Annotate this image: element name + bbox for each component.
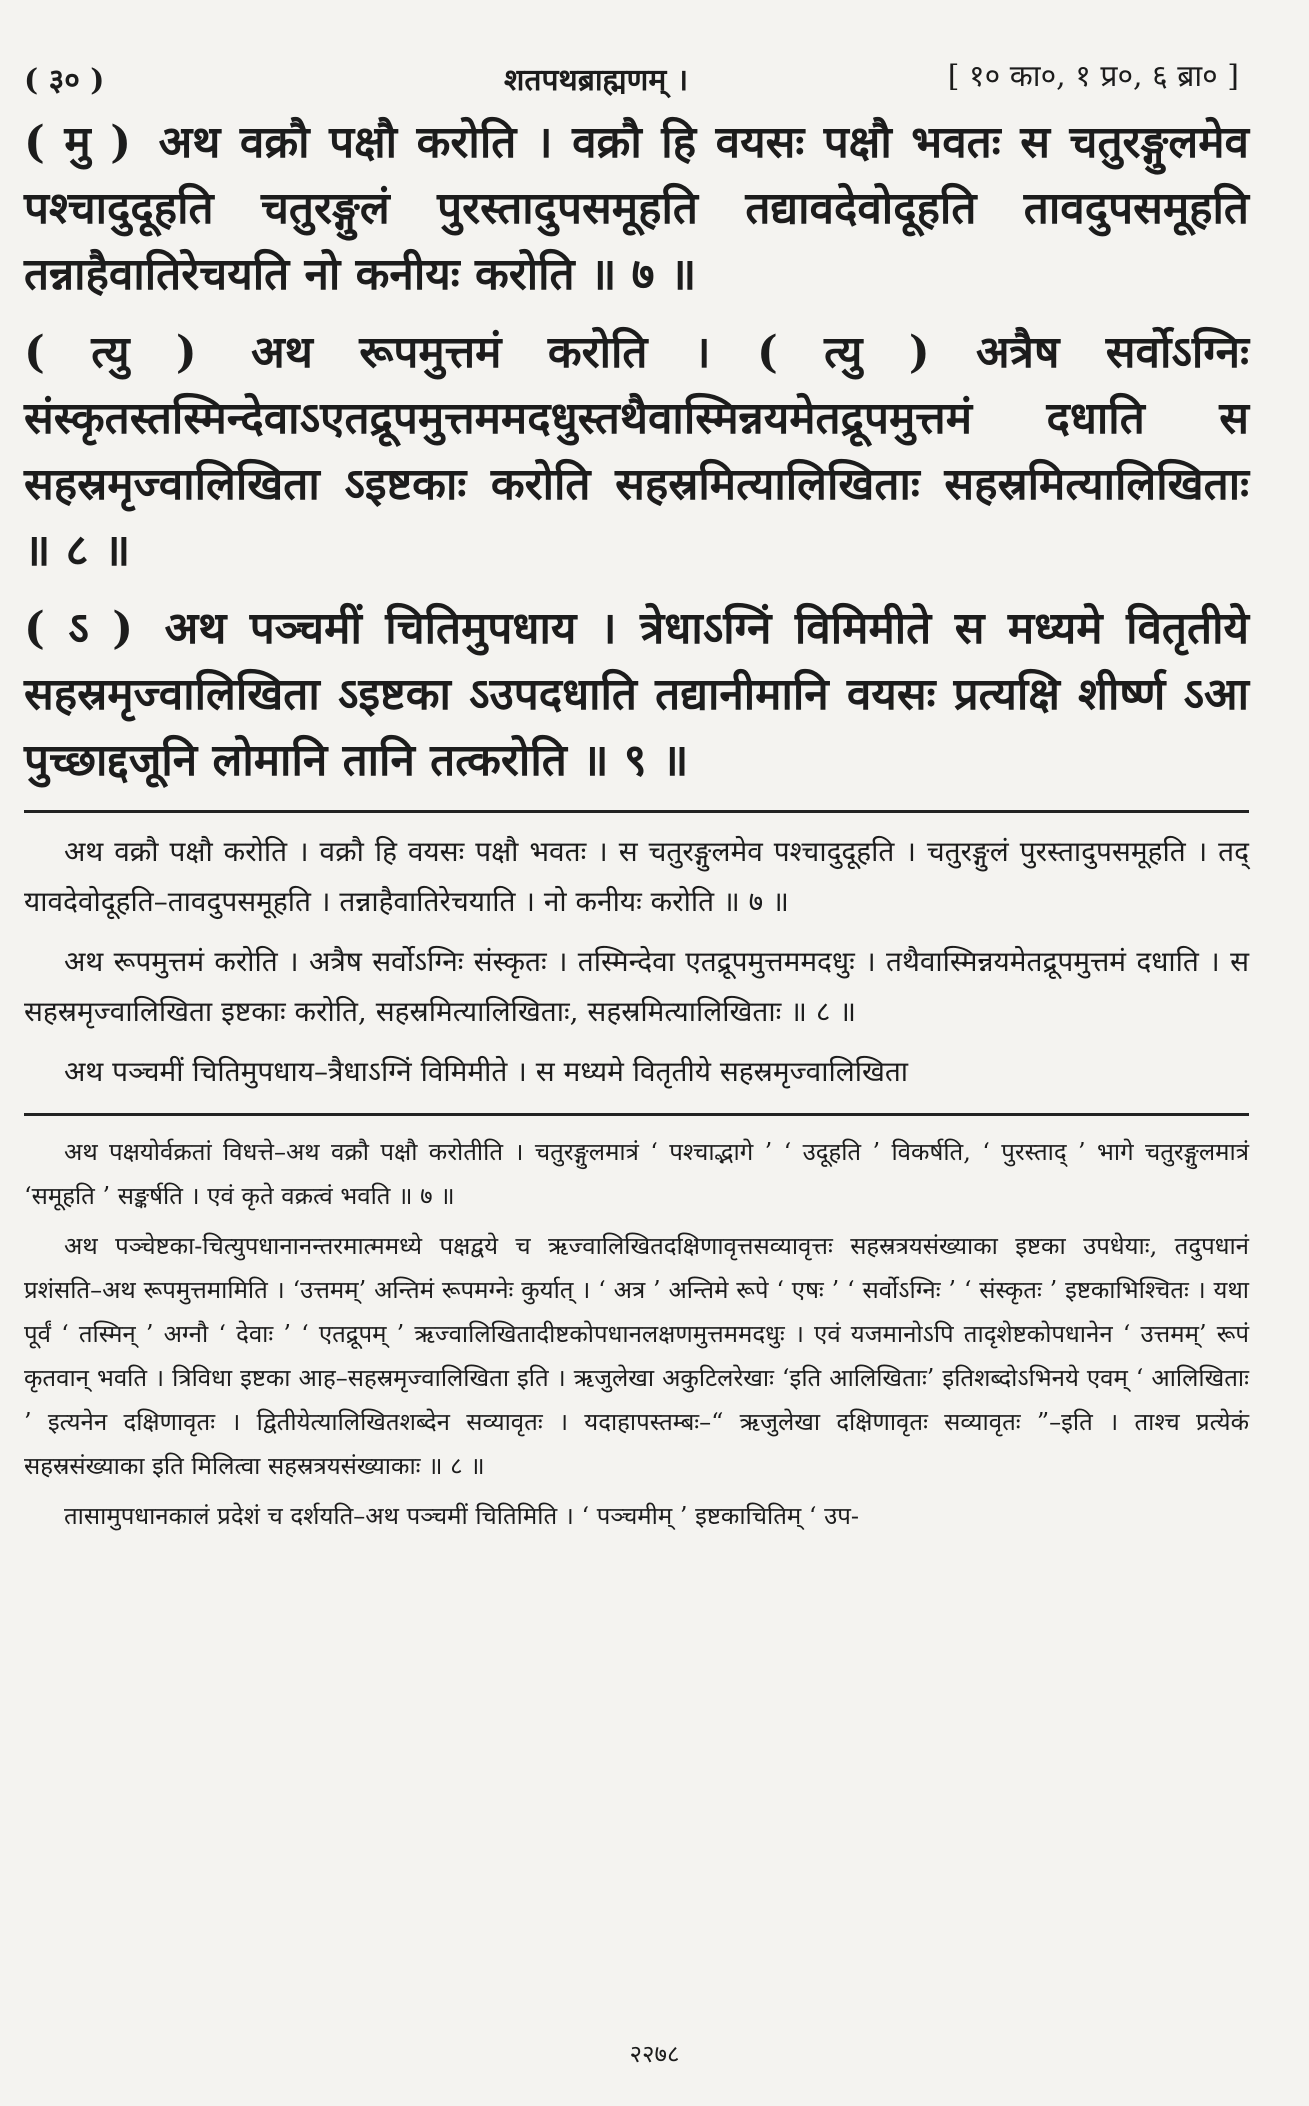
mantra-paragraph [24,320,1249,584]
mantra-paragraph [24,596,1249,794]
book-title: शतपथब्राह्मणम् । [504,63,689,98]
commentary-section [24,1130,1249,1538]
divider [24,1113,1249,1116]
commentary-paragraph: तासामुपधानकालं प्रदेशं च दर्शयति–अथ पञ्चमीं चितिमिति । ‘ पञ्चमीम् ’ इष्टकाचितिम् ‘ उप- [64,1502,860,1530]
page-number-footer: २२७८ [629,2040,680,2068]
mantra-paragraph [24,110,1249,308]
padapatha-section [24,827,1249,1097]
padapatha-paragraph: अथ पञ्चमीं चितिमुपधाय–त्रैधाऽग्निं विमिमीते । स मध्यमे वितृतीये सहस्रमृज्वालिखिता [64,1055,909,1088]
divider [24,810,1249,813]
padapatha-paragraph: अथ रूपमुत्तमं करोति । अत्रैष सर्वोऽग्निः संस्कृतः । तस्मिन्देवा एतद्रूपमुत्तममदधुः । तथैवास्मिन्नयमेतद्रूपमुत्तमं दधाति । स सहस्रमृज्वालिखिता इष्टकाः करोति, सहस्रमित्यालिखिताः, सहस्रमित्यालिखिताः ॥ ८ ॥ [24,945,1249,1028]
mantra-text: अथ पञ्चमीं चितिमुपधाय । त्रेधाऽग्निं विमिमीते स मध्यमे वितृतीये सहस्रमृज्वालिखिता ऽइष्टका ऽउपदधाति तद्यानीमानि वयसः प्रत्यक्षि शीर्ष्ण ऽआ पुच्छाद्दजूनि लोमानि तानि तत्करोति ॥ ९ ॥ [24,603,1250,786]
running-header [24,40,1249,110]
section-reference: [ १० का०, १ प्र०, ६ ब्रा० ] [947,59,1239,94]
padapatha-paragraph: अथ वक्रौ पक्षौ करोति । वक्रौ हि वयसः पक्षौ भवतः । स चतुरङ्गुलमेव पश्चादुदूहति । चतुरङ्गुलं पुरस्तादुपसमूहति । तद् यावदेवोदूहति–तावदुपसमूहति । तन्नाहैवातिरेचयाति । नो कनीयः करोति ॥ ७ ॥ [24,835,1249,918]
accent-mark: ( त्यु ) [24,327,197,378]
commentary-paragraph: अथ पक्षयोर्वक्रतां विधत्ते–अथ वक्रौ पक्षौ करोतीति । चतुरङ्गुलमात्रं ‘ पश्चाद्भागे ’ ‘ उदूहति ’ विकर्षति, ‘ पुरस्ताद् ’ भागे चतुरङ्गुलमात्रं ‘समूहति ’ सङ्कर्षति । एवं कृते वक्रत्वं भवति ॥ ७ ॥ [24,1138,1249,1210]
accent-mark: ( मु ) [24,117,132,168]
mantra-section [24,110,1249,794]
page-number-header: ( ३० ) [24,63,105,98]
mantra-text: अथ वक्रौ पक्षौ करोति । वक्रौ हि वयसः पक्षौ भवतः स चतुरङ्गुलमेव पश्चादुदूहति चतुरङ्गुलं पुरस्तादुपसमूहति तद्यावदेवोदूहति तावदुपसमूहति तन्नाहैवातिरेचयति नो कनीयः करोति ॥ ७ ॥ [24,117,1249,300]
mantra-text: अथ रूपमुत्तमं करोति । ( त्यु ) अत्रैष सर्वोऽग्निः संस्कृतस्तस्मिन्देवाऽएतद्रूपमुत्तममदधुस्तथैवास्मिन्नयमेतद्रूपमुत्तमं दधाति स सहस्रमृज्वालिखिता ऽइष्टकाः करोति सहस्रमित्यालिखिताः सहस्रमित्यालिखिताः ॥ ८ ॥ [24,327,1249,576]
commentary-paragraph: अथ पञ्चेष्टका-चित्युपधानानन्तरमात्ममध्ये पक्षद्वये च ऋज्वालिखितदक्षिणावृत्तसव्यावृत्तः सहस्रत्रयसंख्याका इष्टका उपधेयाः, तदुपधानं प्रशंसति–अथ रूपमुत्तमामिति । ‘उत्तमम्’ अन्तिमं रूपमग्नेः कुर्यात् । ‘ अत्र ’ अन्तिमे रूपे ‘ एषः ’ ‘ सर्वोऽग्निः ’ ‘ संस्कृतः ’ इष्टकाभिश्चितः । यथा पूर्वं ‘ तस्मिन् ’ अग्नौ ‘ देवाः ’ ‘ एतद्रूपम् ’ ऋज्वालिखितादीष्टकोपधानलक्षणमुत्तममदधुः । एवं यजमानोऽपि तादृशेष्टकोपधानेन ‘ उत्तमम्’ रूपं कृतवान् भवति । त्रिविधा इष्टका आह–सहस्रमृज्वालिखिता इति । ऋजुलेखा अकुटिलरेखाः ‘इति आलिखिताः’ इतिशब्दोऽभिनये एवम् ‘ आलिखिताः ’ इत्यनेन दक्षिणावृतः । द्वितीयेत्यालिखितशब्देन सव्यावृतः । यदाहापस्तम्बः–“ ऋजुलेखा दक्षिणावृतः सव्यावृतः ”–इति । ताश्च प्रत्येकं सहस्रसंख्याका इति मिलित्वा सहस्रत्रयसंख्याकाः ॥ ८ ॥ [24,1232,1249,1480]
accent-mark: ( ऽ ) [24,603,134,654]
